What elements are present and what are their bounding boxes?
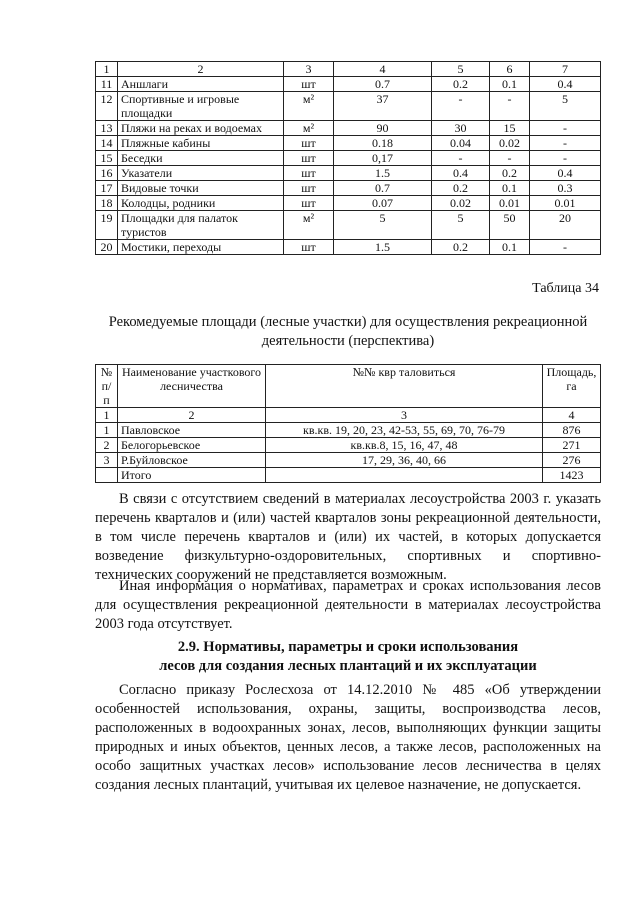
table-row [96, 166, 601, 181]
cell: - [432, 92, 490, 121]
header-number: № п/п [96, 365, 118, 408]
cell: 0.1 [490, 77, 530, 92]
table-row [96, 438, 601, 453]
cell: 50 [490, 211, 530, 240]
cell: 0,17 [334, 151, 432, 166]
cell: - [530, 121, 601, 136]
cell: Аншлаги [118, 77, 284, 92]
paragraph-other-info: Иная информация о нормативах, параметрах и сроках использования лесов для осуществления рекреационной деятельности в материалах лесоустройства 2003 года отсутствует. [95, 578, 601, 632]
table-row [96, 77, 601, 92]
cell: шт [284, 77, 334, 92]
col-name: 2 [118, 62, 284, 77]
table-row [96, 121, 601, 136]
cell: - [530, 151, 601, 166]
cell: 30 [432, 121, 490, 136]
cell: 0.4 [432, 166, 490, 181]
table-row [96, 151, 601, 166]
cell: 0.1 [490, 240, 530, 255]
table-numbering-row [96, 408, 601, 423]
col-unit: 3 [284, 62, 334, 77]
cell: 5 [432, 211, 490, 240]
cell: Колодцы, родники [118, 196, 284, 211]
cell: Р.Буйловское [118, 453, 266, 468]
cell: кв.кв. 19, 20, 23, 42-53, 55, 69, 70, 76-79 [266, 423, 543, 438]
infrastructure-norms-table [95, 61, 601, 255]
cell: 1 [96, 408, 118, 423]
cell: 0.2 [490, 166, 530, 181]
cell: 0.02 [490, 136, 530, 151]
table-row [96, 423, 601, 438]
cell: шт [284, 196, 334, 211]
cell: 0.2 [432, 240, 490, 255]
section-heading-line2: лесов для создания лесных плантаций и их эксплуатации [159, 658, 537, 674]
cell: 0.01 [530, 196, 601, 211]
cell: 4 [543, 408, 601, 423]
cell: Площадки для палаток туристов [118, 211, 284, 240]
cell: 271 [543, 438, 601, 453]
total-value: 1423 [543, 468, 601, 483]
cell [266, 468, 543, 483]
col-5: 5 [432, 62, 490, 77]
cell: - [490, 151, 530, 166]
cell: 5 [530, 92, 601, 121]
cell: - [432, 151, 490, 166]
table-row [96, 453, 601, 468]
cell: 15 [96, 151, 118, 166]
cell: 14 [96, 136, 118, 151]
cell: 0.7 [334, 181, 432, 196]
cell: 1.5 [334, 166, 432, 181]
cell: Беседки [118, 151, 284, 166]
header-quarters: №№ квр таловиться [266, 365, 543, 408]
cell: 19 [96, 211, 118, 240]
cell: Указатели [118, 166, 284, 181]
cell: Павловское [118, 423, 266, 438]
cell: 20 [96, 240, 118, 255]
cell: 5 [334, 211, 432, 240]
header-forestry-name: Наименование участкового лесничества [118, 365, 266, 408]
cell: 3 [266, 408, 543, 423]
cell: 0.2 [432, 77, 490, 92]
cell: 12 [96, 92, 118, 121]
cell: Пляжи на реках и водоемах [118, 121, 284, 136]
cell: 2 [96, 438, 118, 453]
table-row [96, 181, 601, 196]
cell: 16 [96, 166, 118, 181]
cell: шт [284, 151, 334, 166]
cell: - [530, 240, 601, 255]
cell: шт [284, 166, 334, 181]
cell: 276 [543, 453, 601, 468]
cell: 1.5 [334, 240, 432, 255]
col-num: 1 [96, 62, 118, 77]
cell: 0.04 [432, 136, 490, 151]
cell: 18 [96, 196, 118, 211]
paragraph-order-485: Согласно приказу Рослесхоза от 14.12.2010 № 485 «Об утверждении особенностей использования, охраны, защиты, воспроизводства лесов, расположенных в водоохранных зонах, лесов, выполняющих функции защиты природных и иных объектов, ценных лесов, а также лесов, расположенных на особо защитных участках лесов» использование лесов лесничества в целях создания лесных плантаций, учитывая их целевое назначение, не допускается. [95, 682, 601, 793]
table-row [96, 92, 601, 121]
cell: 0.4 [530, 77, 601, 92]
cell: - [490, 92, 530, 121]
cell: 0.07 [334, 196, 432, 211]
cell: 0.18 [334, 136, 432, 151]
cell: 20 [530, 211, 601, 240]
cell: м² [284, 211, 334, 240]
cell [96, 468, 118, 483]
cell: Видовые точки [118, 181, 284, 196]
table-header-row [96, 62, 601, 77]
cell: 0.01 [490, 196, 530, 211]
cell: 13 [96, 121, 118, 136]
cell: 0.7 [334, 77, 432, 92]
cell: 0.4 [530, 166, 601, 181]
cell: 17, 29, 36, 40, 66 [266, 453, 543, 468]
paragraph-no-data: В связи с отсутствием сведений в материалах лесоустройства 2003 г. указать перечень кварталов и (или) частей кварталов зоны рекреационной деятельности, в том числе перечень кварталов и (или) их частей, в которых допускается возведение физкультурно-оздоровительных, спортивных и спортивно-технических сооружений не представляется возможным. [95, 491, 601, 583]
section-heading [95, 638, 601, 676]
cell: - [530, 136, 601, 151]
cell: м² [284, 92, 334, 121]
cell: шт [284, 181, 334, 196]
cell: 90 [334, 121, 432, 136]
cell: 0.2 [432, 181, 490, 196]
table-title: Рекомедуемые площади (лесные участки) для осуществления рекреационной деятельности (перспектива) [108, 314, 588, 349]
cell: м² [284, 121, 334, 136]
table-header-row [96, 365, 601, 408]
cell: 876 [543, 423, 601, 438]
cell: Спортивные и игровые площадки [118, 92, 284, 121]
table-total-row [96, 468, 601, 483]
table-row [96, 240, 601, 255]
recreation-areas-table [95, 364, 601, 483]
col-4: 4 [334, 62, 432, 77]
section-heading-line1: 2.9. Нормативы, параметры и сроки использования [177, 639, 519, 655]
cell: 17 [96, 181, 118, 196]
cell: 37 [334, 92, 432, 121]
cell: кв.кв.8, 15, 16, 47, 48 [266, 438, 543, 453]
cell: 0.3 [530, 181, 601, 196]
cell: Мостики, переходы [118, 240, 284, 255]
col-7: 7 [530, 62, 601, 77]
table-caption: Таблица 34 [532, 281, 599, 296]
col-6: 6 [490, 62, 530, 77]
cell: шт [284, 240, 334, 255]
cell: 3 [96, 453, 118, 468]
cell: 0.02 [432, 196, 490, 211]
table-row [96, 196, 601, 211]
cell: Пляжные кабины [118, 136, 284, 151]
table-row [96, 211, 601, 240]
cell: Белогорьевское [118, 438, 266, 453]
cell: 0.1 [490, 181, 530, 196]
total-label: Итого [118, 468, 266, 483]
cell: 11 [96, 77, 118, 92]
table-row [96, 136, 601, 151]
header-area: Площадь, га [543, 365, 601, 408]
cell: 1 [96, 423, 118, 438]
cell: шт [284, 136, 334, 151]
cell: 2 [118, 408, 266, 423]
cell: 15 [490, 121, 530, 136]
